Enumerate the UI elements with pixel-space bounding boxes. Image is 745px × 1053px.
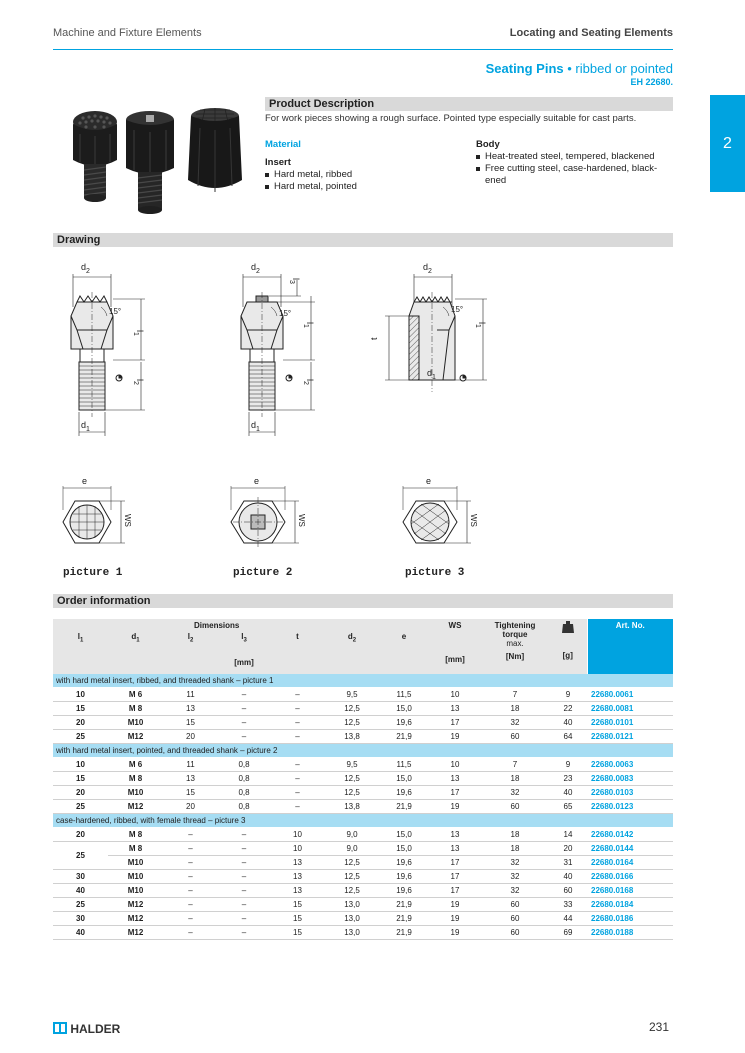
table-cell: – (163, 842, 218, 856)
table-cell: M10 (108, 786, 163, 800)
table-cell: M12 (108, 912, 163, 926)
drawing-heading: Drawing (53, 233, 673, 247)
footer-logo (53, 1022, 120, 1036)
table-row (53, 912, 673, 926)
table-cell: 22680.0103 (587, 786, 673, 800)
drawing-3-side (385, 274, 487, 392)
table-cell: M 6 (108, 758, 163, 772)
table-cell: – (218, 912, 270, 926)
table-cell: 21,9 (379, 926, 429, 940)
table-cell: – (163, 828, 218, 842)
table-cell: – (218, 898, 270, 912)
label-t: t (369, 337, 379, 340)
table-cell: – (163, 856, 218, 870)
halder-logo-icon (53, 1022, 67, 1034)
table-cell: 13,8 (325, 800, 379, 814)
table-cell: 18 (481, 772, 549, 786)
table-cell: – (270, 800, 325, 814)
table-cell: 9 (549, 688, 587, 702)
table-cell: 20 (549, 842, 587, 856)
table-cell: 13 (429, 702, 481, 716)
unit-nm: [Nm] (505, 652, 525, 661)
insert-list (265, 169, 357, 193)
table-row (53, 758, 673, 772)
table-cell: 20 (163, 800, 218, 814)
pin-pointed-photo (126, 111, 174, 214)
table-row (53, 842, 673, 856)
table-cell: – (270, 716, 325, 730)
top-view-3 (403, 486, 471, 543)
order-table (53, 619, 673, 940)
label-ws: WS (469, 514, 478, 527)
table-cell: 13,0 (325, 926, 379, 940)
col-weight (549, 619, 587, 674)
table-cell: 22680.0123 (587, 800, 673, 814)
label-d1: $d_1$ (427, 368, 436, 381)
table-cell: 22680.0121 (587, 730, 673, 744)
table-cell: 22680.0101 (587, 716, 673, 730)
table-cell: 40 (53, 884, 108, 898)
table-cell: – (218, 828, 270, 842)
picture-label-2: picture 2 (233, 567, 293, 579)
picture-label-3: picture 3 (405, 567, 465, 579)
table-cell: 15 (270, 926, 325, 940)
top-view-2 (231, 486, 299, 547)
table-cell: 19 (429, 898, 481, 912)
table-cell: 19,6 (379, 884, 429, 898)
table-cell: 17 (429, 884, 481, 898)
table-cell: 9,5 (325, 758, 379, 772)
label-d2: $d_2$ (81, 262, 90, 275)
table-cell: 9,5 (325, 688, 379, 702)
table-header-row (53, 619, 673, 674)
col-artno: Art. No. (587, 619, 673, 674)
table-row (53, 800, 673, 814)
product-title (486, 61, 673, 76)
table-cell: 15 (163, 716, 218, 730)
label-e: e (426, 476, 432, 486)
table-cell: 10 (53, 758, 108, 772)
product-description-heading: Product Description (265, 97, 673, 111)
table-cell: 60 (481, 730, 549, 744)
table-cell: 18 (481, 702, 549, 716)
table-cell: 32 (481, 856, 549, 870)
table-cell: 15 (163, 786, 218, 800)
table-row (53, 856, 673, 870)
table-cell: 32 (481, 870, 549, 884)
table-cell: 22680.0144 (587, 842, 673, 856)
table-cell: 25 (53, 800, 108, 814)
table-row (53, 870, 673, 884)
insert-item: Hard metal, ribbed (265, 169, 357, 181)
table-cell: 17 (429, 716, 481, 730)
header-divider (53, 49, 673, 50)
table-cell: 0,8 (218, 758, 270, 772)
table-cell: 40 (549, 716, 587, 730)
table-cell: 15,0 (379, 702, 429, 716)
table-cell: 13 (270, 870, 325, 884)
unit-g: [g] (562, 651, 573, 660)
table-cell: M10 (108, 716, 163, 730)
table-cell: 10 (270, 842, 325, 856)
table-cell: 32 (481, 884, 549, 898)
table-cell: M12 (108, 800, 163, 814)
table-cell: – (270, 786, 325, 800)
table-cell: – (163, 926, 218, 940)
table-cell: 12,5 (325, 716, 379, 730)
col-e: e (379, 619, 429, 674)
product-title-sep: • (563, 61, 576, 76)
table-cell: 12,5 (325, 870, 379, 884)
table-cell: 19 (429, 730, 481, 744)
unit-mm: [mm] (234, 657, 254, 667)
table-cell: 22680.0063 (587, 758, 673, 772)
table-cell: 64 (549, 730, 587, 744)
table-row (53, 716, 673, 730)
order-table-wrapper (53, 619, 673, 940)
col-l2: Dimensions $l_2$ (163, 619, 218, 674)
table-cell: 19 (429, 800, 481, 814)
table-cell: – (163, 884, 218, 898)
order-information-heading: Order information (53, 594, 673, 608)
table-cell: 7 (481, 688, 549, 702)
label-l2: $l_2$ (132, 379, 145, 385)
table-row (53, 786, 673, 800)
table-cell: M10 (108, 870, 163, 884)
table-cell: M10 (108, 856, 163, 870)
table-cell: – (218, 842, 270, 856)
table-cell: with hard metal insert, pointed, and threaded shank – picture 2 (53, 744, 673, 758)
table-cell: – (270, 702, 325, 716)
table-cell: 22680.0166 (587, 870, 673, 884)
pin-female-thread-photo (188, 108, 242, 192)
table-cell: 19,6 (379, 870, 429, 884)
body-heading: Body (476, 139, 500, 150)
table-cell: 15 (53, 702, 108, 716)
product-title-sub: ribbed or pointed (575, 61, 673, 76)
weight-icon (561, 621, 575, 633)
group-row (53, 674, 673, 688)
table-cell: 60 (481, 926, 549, 940)
label-d1: $d_1$ (251, 420, 260, 433)
table-cell: 15 (53, 772, 108, 786)
table-cell: 40 (549, 786, 587, 800)
header-left: Machine and Fixture Elements (53, 27, 202, 39)
table-cell: – (218, 856, 270, 870)
table-cell: M12 (108, 898, 163, 912)
table-cell: 17 (429, 786, 481, 800)
table-cell: 65 (549, 800, 587, 814)
table-cell: 10 (429, 688, 481, 702)
product-code: EH 22680. (630, 77, 673, 87)
table-cell: 12,5 (325, 884, 379, 898)
table-cell: 17 (429, 870, 481, 884)
label-l1: $l_1$ (474, 322, 487, 328)
table-cell: 0,8 (218, 786, 270, 800)
label-d2: $d_2$ (251, 262, 260, 275)
table-cell: 20 (53, 786, 108, 800)
order-table-body (53, 674, 673, 940)
label-e: e (82, 476, 88, 486)
table-cell: M12 (108, 926, 163, 940)
label-d2: $d_2$ (423, 262, 432, 275)
table-row (53, 730, 673, 744)
header-right: Locating and Seating Elements (509, 27, 673, 39)
table-row (53, 926, 673, 940)
table-row (53, 884, 673, 898)
body-list (476, 151, 676, 187)
table-cell: 22680.0184 (587, 898, 673, 912)
table-cell: 20 (163, 730, 218, 744)
unit-ws-mm: [mm] (445, 655, 465, 664)
table-cell: 9,0 (325, 842, 379, 856)
table-cell: 13,0 (325, 898, 379, 912)
label-ws: WS (123, 514, 132, 527)
table-cell: – (163, 912, 218, 926)
table-cell: – (218, 702, 270, 716)
label-e: e (254, 476, 260, 486)
body-item: Free cutting steel, case-hardened, black-ened (476, 163, 676, 187)
table-cell: 12,5 (325, 856, 379, 870)
table-cell: M12 (108, 730, 163, 744)
table-cell: 13,8 (325, 730, 379, 744)
table-cell: 7 (481, 758, 549, 772)
col-ws: WS [mm] (429, 619, 481, 674)
body-item: Heat-treated steel, tempered, blackened (476, 151, 676, 163)
table-row (53, 898, 673, 912)
table-cell: 11 (163, 758, 218, 772)
table-cell: M 8 (108, 702, 163, 716)
table-cell: 0,8 (218, 800, 270, 814)
table-cell: 22680.0188 (587, 926, 673, 940)
table-cell: 21,9 (379, 730, 429, 744)
label-l2: $l_2$ (302, 379, 315, 385)
table-cell: 9,0 (325, 828, 379, 842)
pin-ribbed-photo (73, 111, 117, 202)
table-cell: 10 (53, 688, 108, 702)
table-cell: – (218, 688, 270, 702)
label-angle: 15° (451, 305, 464, 314)
table-cell: 40 (549, 870, 587, 884)
table-cell: M 8 (108, 772, 163, 786)
table-cell: – (218, 730, 270, 744)
table-cell: 60 (549, 884, 587, 898)
col-d1: $d_1$ (108, 619, 163, 674)
table-cell: 31 (549, 856, 587, 870)
table-cell: 15,0 (379, 828, 429, 842)
col-l3: $l_3$ [mm] (218, 619, 270, 674)
table-cell: 30 (53, 870, 108, 884)
table-cell: 19,6 (379, 856, 429, 870)
table-cell: – (270, 730, 325, 744)
table-cell: 21,9 (379, 912, 429, 926)
label-ws: WS (297, 514, 306, 527)
table-cell: 12,5 (325, 786, 379, 800)
footer-logo-text: HALDER (70, 1022, 121, 1036)
table-cell: 18 (481, 828, 549, 842)
table-cell: 33 (549, 898, 587, 912)
table-cell: 19,6 (379, 786, 429, 800)
table-cell: 15 (270, 912, 325, 926)
col-torque: Tightening torque max. [Nm] (481, 619, 549, 674)
table-cell: 14 (549, 828, 587, 842)
table-cell: 23 (549, 772, 587, 786)
table-cell: 13 (429, 842, 481, 856)
table-cell: 22680.0164 (587, 856, 673, 870)
table-cell: 30 (53, 912, 108, 926)
table-cell: 25 (53, 730, 108, 744)
table-cell: 22680.0168 (587, 884, 673, 898)
table-cell: – (218, 926, 270, 940)
table-cell: M 8 (108, 828, 163, 842)
table-cell: 11 (163, 688, 218, 702)
table-cell: 69 (549, 926, 587, 940)
col-d2: $d_2$ (325, 619, 379, 674)
label-l1: $l_1$ (132, 330, 145, 336)
table-row (53, 702, 673, 716)
table-cell: 0,8 (218, 772, 270, 786)
label-l3: $l_3$ (288, 278, 301, 284)
table-cell: 17 (429, 856, 481, 870)
group-row (53, 814, 673, 828)
table-cell: 13 (270, 884, 325, 898)
table-cell: 9 (549, 758, 587, 772)
insert-heading: Insert (265, 157, 291, 168)
table-cell: 20 (53, 828, 108, 842)
table-cell: – (163, 870, 218, 884)
table-cell: 19 (429, 912, 481, 926)
table-cell: 19,6 (379, 716, 429, 730)
table-cell: 10 (270, 828, 325, 842)
table-cell: with hard metal insert, ribbed, and threaded shank – picture 1 (53, 674, 673, 688)
table-cell: – (270, 688, 325, 702)
table-cell: 13 (163, 772, 218, 786)
page-number: 231 (648, 1020, 669, 1034)
table-row (53, 688, 673, 702)
table-cell: 22680.0061 (587, 688, 673, 702)
table-cell: 10 (429, 758, 481, 772)
table-cell: 22680.0083 (587, 772, 673, 786)
technical-drawings (53, 252, 673, 587)
dimensions-heading: Dimensions (194, 621, 240, 630)
table-cell: M 6 (108, 688, 163, 702)
drawing-1-side (71, 274, 145, 436)
table-cell: 20 (53, 716, 108, 730)
table-cell: 13 (429, 828, 481, 842)
table-row (53, 772, 673, 786)
table-cell: 19 (429, 926, 481, 940)
picture-label-1: picture 1 (63, 567, 123, 579)
table-cell: – (163, 898, 218, 912)
insert-item: Hard metal, pointed (265, 181, 357, 193)
table-cell: 13 (163, 702, 218, 716)
table-cell: 32 (481, 716, 549, 730)
table-cell: – (218, 716, 270, 730)
table-row (53, 828, 673, 842)
table-cell: 44 (549, 912, 587, 926)
table-cell: – (270, 758, 325, 772)
chapter-tab: 2 (710, 95, 745, 192)
table-cell: M 8 (108, 842, 163, 856)
table-cell: M10 (108, 884, 163, 898)
group-row (53, 744, 673, 758)
table-cell: 11,5 (379, 758, 429, 772)
table-cell: 21,9 (379, 898, 429, 912)
label-angle: 15° (109, 307, 122, 316)
table-cell: – (270, 772, 325, 786)
table-cell: 22 (549, 702, 587, 716)
table-cell: 13 (270, 856, 325, 870)
table-cell: – (218, 870, 270, 884)
table-cell: 32 (481, 786, 549, 800)
table-cell: 15 (270, 898, 325, 912)
table-cell: 12,5 (325, 772, 379, 786)
table-cell: case-hardened, ribbed, with female thread – picture 3 (53, 814, 673, 828)
table-cell: 13 (429, 772, 481, 786)
table-cell: 60 (481, 898, 549, 912)
product-photo (50, 100, 265, 225)
table-cell: 22680.0142 (587, 828, 673, 842)
table-cell: 25 (53, 842, 108, 870)
drawing-2-side (241, 274, 315, 436)
table-cell: 18 (481, 842, 549, 856)
product-title-main: Seating Pins (485, 61, 564, 76)
table-cell: 21,9 (379, 800, 429, 814)
table-cell: 40 (53, 926, 108, 940)
col-l1: $l_1$ (53, 619, 108, 674)
product-description-text: For work pieces showing a rough surface. Pointed type especially suitable for cast parts. (265, 113, 637, 124)
table-cell: 11,5 (379, 688, 429, 702)
label-l1: $l_1$ (302, 322, 315, 328)
table-cell: – (218, 884, 270, 898)
table-cell: 25 (53, 898, 108, 912)
material-heading: Material (265, 139, 301, 150)
table-cell: 12,5 (325, 702, 379, 716)
top-view-1 (63, 486, 125, 543)
table-cell: 15,0 (379, 772, 429, 786)
table-cell: 15,0 (379, 842, 429, 856)
table-cell: 60 (481, 800, 549, 814)
table-cell: 22680.0186 (587, 912, 673, 926)
label-d1: $d_1$ (81, 420, 90, 433)
table-cell: 60 (481, 912, 549, 926)
label-angle: 15° (279, 309, 292, 318)
table-cell: 22680.0081 (587, 702, 673, 716)
table-cell: 13,0 (325, 912, 379, 926)
col-t: t (270, 619, 325, 674)
